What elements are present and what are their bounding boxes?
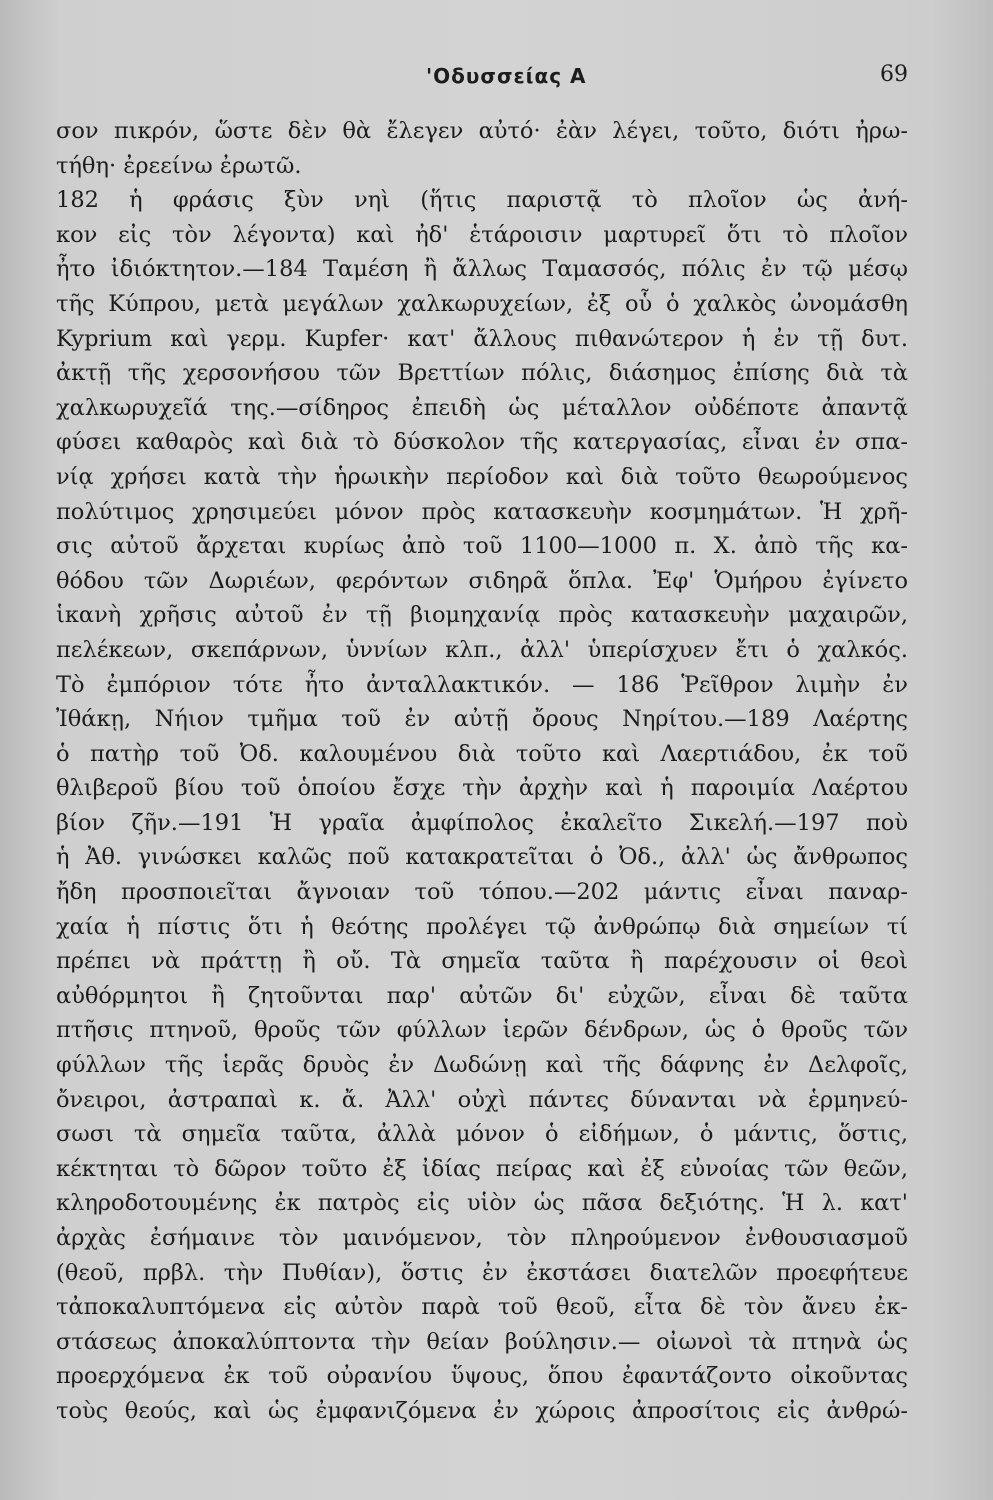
text-line: ὁ πατὴρ τοῦ Ὀδ. καλουμένου διὰ τοῦτο καὶ Λαερτιάδου, ἐκ τοῦ — [56, 740, 908, 767]
text-line: τήθη· ἐρεείνω ἐρωτῶ. — [56, 152, 302, 179]
text-line: ἦτο ἰδιόκτητον.—184 Ταμέση ἢ ἄλλως Ταμασσός, πόλις ἐν τῷ μέσῳ — [56, 256, 908, 283]
text-line: βίον ζῆν.—191 Ἡ γραῖα ἀμφίπολος ἐκαλεῖτο Σικελή.—197 ποὺ — [56, 809, 908, 836]
text-line: προερχόμενα ἐκ τοῦ οὐρανίου ὕψους, ὅπου ἐφαντάζοντο οἰκοῦντας — [56, 1363, 908, 1390]
text-line: κληροδοτουμένης ἐκ πατρὸς εἰς υἱὸν ὡς πᾶσα δεξιότης. Ἡ λ. κατ' — [56, 1190, 908, 1217]
running-title: 'Οδυσσείας Α — [426, 64, 587, 88]
text-line: (θεοῦ, πρβλ. τὴν Πυθίαν), ὅστις ἐν ἐκστάσει διατελῶν προεφήτευε — [56, 1259, 908, 1286]
text-line: αὐθόρμητοι ἢ ζητοῦνται παρ' αὐτῶν δι' εὐχῶν, εἶναι δὲ ταῦτα — [56, 982, 908, 1009]
text-line: πρέπει νὰ πράττῃ ἢ οὔ. Τὰ σημεῖα ταῦτα ἢ παρέχουσιν οἱ θεοὶ — [56, 948, 908, 975]
text-line: πελέκεων, σκεπάρνων, ὑννίων κλπ., ἀλλ' ὑπερίσχυεν ἔτι ὁ χαλκός. — [56, 636, 908, 663]
text-line: πολύτιμος χρησιμεύει μόνον πρὸς κατασκευὴν κοσμημάτων. Ἡ χρῆ- — [56, 498, 908, 525]
text-line: φύσει καθαρὸς καὶ διὰ τὸ δύσκολον τῆς κατεργασίας, εἶναι ἐν σπα- — [56, 429, 908, 456]
text-line: τἀποκαλυπτόμενα εἰς αὐτὸν παρὰ τοῦ θεοῦ, εἶτα δὲ τὸν ἄνευ ἐκ- — [56, 1294, 908, 1321]
text-line: ἱκανὴ χρῆσις αὐτοῦ ἐν τῇ βιομηχανίᾳ πρὸς κατασκευὴν μαχαιρῶν, — [56, 602, 908, 629]
text-line: ἤδη προσποιεῖται ἄγνοιαν τοῦ τόπου.—202 μάντις εἶναι παναρ- — [56, 879, 908, 906]
text-line: χαία ἡ πίστις ὅτι ἡ θεότης προλέγει τῷ ἀνθρώπῳ διὰ σημείων τί — [56, 913, 908, 940]
text-line: χαλκωρυχεῖά της.—σίδηρος ἐπειδὴ ὡς μέταλλον οὐδέποτε ἀπαντᾷ — [56, 394, 908, 421]
text-line: ὄνειροι, ἀστραπαὶ κ. ἄ. Ἀλλ' οὐχὶ πάντες δύνανται νὰ ἑρμηνεύ- — [56, 1086, 908, 1113]
text-line: στάσεως ἀποκαλύπτοντα τὴν θείαν βούλησιν.— οἰωνοὶ τὰ πτηνὰ ὡς — [56, 1328, 908, 1355]
text-line: σις αὐτοῦ ἄρχεται κυρίως ἀπὸ τοῦ 1100—1000 π. Χ. ἀπὸ τῆς κα- — [56, 533, 908, 560]
text-line: τοὺς θεούς, καὶ ὡς ἐμφανιζόμενα ἐν χώροις ἀπροσίτοις εἰς ἀνθρώ- — [56, 1397, 908, 1424]
text-line: ἀρχὰς ἐσήμαινε τὸν μαινόμενον, τὸν πληρούμενον ἐνθουσιασμοῦ — [56, 1225, 908, 1251]
text-line: θόδου τῶν Δωριέων, φερόντων σιδηρᾶ ὅπλα. Ἐφ' Ὁμήρου ἐγίνετο — [56, 567, 908, 594]
text-line: ἀκτῇ τῆς χερσονήσου τῶν Βρεττίων πόλις, διάσημος ἐπίσης διὰ τὰ — [56, 360, 908, 387]
text-line: φύλλων τῆς ἱερᾶς δρυὸς ἐν Δωδώνῃ καὶ τῆς δάφνης ἐν Δελφοῖς, — [56, 1052, 908, 1079]
text-line: πτῆσις πτηνοῦ, θροῦς τῶν φύλλων ἱερῶν δένδρων, ὡς ὁ θροῦς τῶν — [56, 1017, 908, 1044]
running-head — [0, 62, 993, 102]
text-line: νίᾳ χρήσει κατὰ τὴν ἡρωικὴν περίοδον καὶ διὰ τοῦτο θεωρούμενος — [56, 463, 908, 490]
text-line: ἡ Ἀθ. γινώσκει καλῶς ποῦ κατακρατεῖται ὁ Ὀδ., ἀλλ' ὡς ἄνθρωπος — [56, 844, 908, 871]
text-line: τῆς Κύπρου, μετὰ μεγάλων χαλκωρυχείων, ἐξ οὗ ὁ χαλκὸς ὠνομάσθη — [56, 290, 908, 317]
page-number: 69 — [880, 62, 908, 87]
text-line: κέκτηται τὸ δῶρον τοῦτο ἐξ ἰδίας πείρας καὶ ἐξ εὐνοίας τῶν θεῶν, — [56, 1155, 908, 1182]
text-line: σον πικρόν, ὥστε δὲν θὰ ἔλεγεν αὐτό· ἐὰν λέγει, τοῦτο, διότι ἠρω- — [56, 118, 908, 144]
text-line: Τὸ ἐμπόριον τότε ἦτο ἀνταλλακτικόν. — 186 Ῥεῖθρον λιμὴν ἐν — [56, 671, 908, 698]
text-line: Ἰθάκῃ, Νήιον τμῆμα τοῦ ἐν αὐτῇ ὄρους Νηρίτου.—189 Λαέρτης — [56, 706, 908, 733]
text-line: σωσι τὰ σημεῖα ταῦτα, ἀλλὰ μόνον ὁ εἰδήμων, ὁ μάντις, ὅστις, — [56, 1121, 908, 1148]
text-line: Kyprium καὶ γερμ. Kupfer· κατ' ἄλλους πιθανώτερον ἡ ἐν τῇ δυτ. — [56, 325, 908, 352]
text-line: θλιβεροῦ βίου τοῦ ὁποίου ἔσχε τὴν ἀρχὴν καὶ ἡ παροιμία Λαέρτου — [56, 775, 908, 802]
commentary-body — [56, 114, 908, 1429]
text-line: 182 ἡ φράσις ξὺν νηὶ (ἥτις παριστᾷ τὸ πλοῖον ὡς ἀνή- — [56, 187, 908, 214]
text-line: κον εἰς τὸν λέγοντα) καὶ ἠδ' ἑτάροισιν μαρτυρεῖ ὅτι τὸ πλοῖον — [56, 221, 908, 248]
